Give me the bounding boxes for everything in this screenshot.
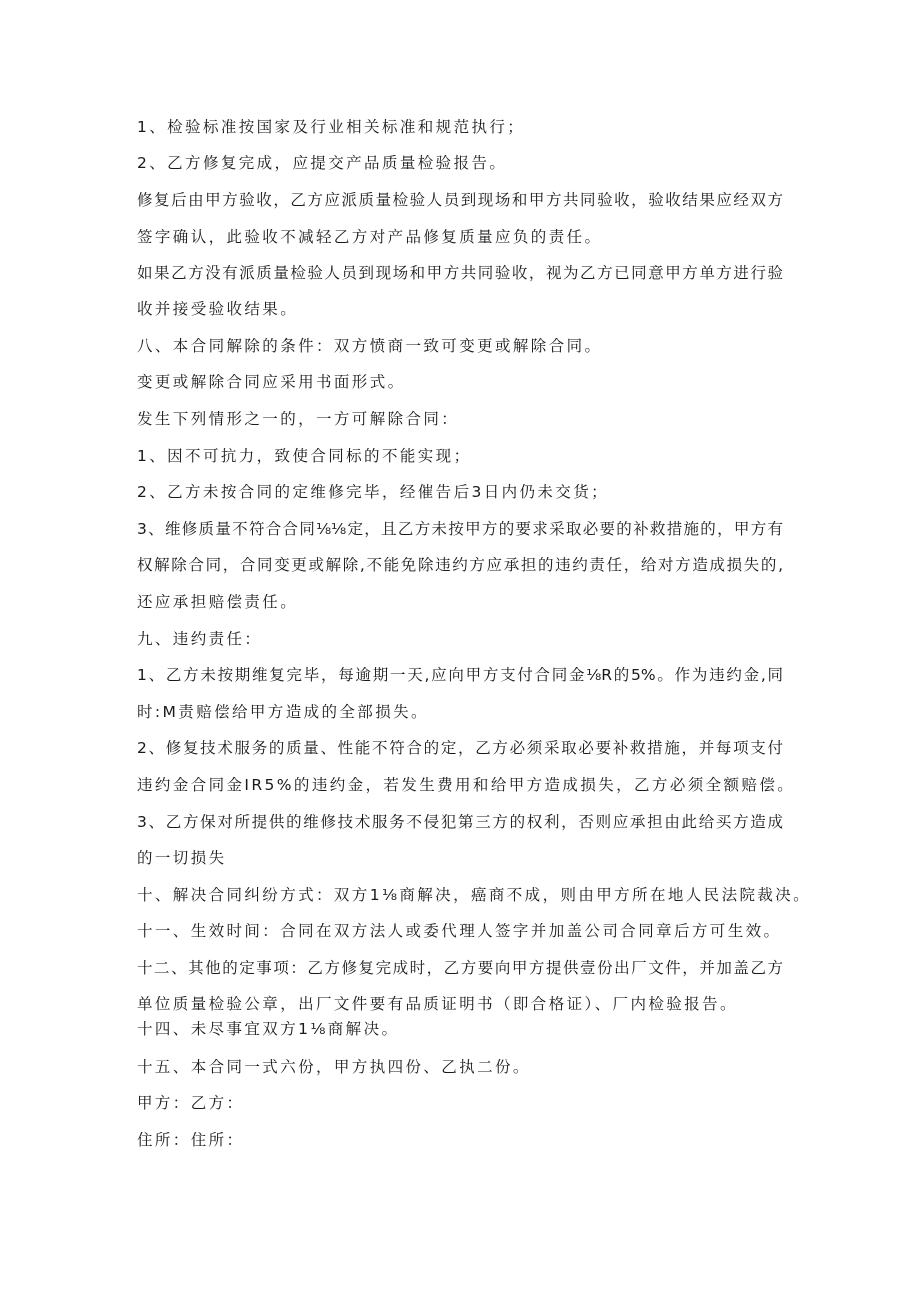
text-line: 还应承担赔偿责任。 [137, 593, 299, 611]
text-line: 如果乙方没有派质量检验人员到现场和甲方共同验收，视为乙方已同意甲方单方进行验 [137, 264, 783, 282]
text-line: 发生下列情形之一的，一方可解除合同： [137, 410, 460, 428]
text-line: 违约金合同金IR5%的违约金，若发生费用和给甲方造成损失，乙方必须全额赔偿。 [137, 776, 796, 794]
text-line: 十四、未尽事宜双方1⅛商解决。 [137, 1020, 400, 1038]
text-line: 2、乙方未按合同的定维修完毕，经催告后3日内仍未交货； [137, 483, 610, 501]
text-line: 时:M责赔偿给甲方造成的全部损失。 [137, 703, 429, 721]
text-line: 3、乙方保对所提供的维修技术服务不侵犯第三方的权利，否则应承担由此给买方造成 [137, 813, 783, 831]
text-line: 修复后由甲方验收，乙方应派质量检验人员到现场和甲方共同验收，验收结果应经双方 [137, 191, 783, 209]
text-line: 3、维修质量不符合合同⅛⅛定，且乙方未按甲方的要求采取必要的补救措施的，甲方有 [137, 520, 783, 538]
text-line: 十、解决合同纠纷方式：双方1⅛商解决，癌商不成，则由甲方所在地人民法院裁决。 [137, 886, 812, 904]
text-line: 签字确认，此验收不减轻乙方对产品修复质量应负的责任。 [137, 228, 603, 246]
text-line: 1、因不可抗力，致使合同标的不能实现； [137, 447, 472, 465]
text-line: 八、本合同解除的条件：双方愤商一致可变更或解除合同。 [137, 337, 603, 355]
text-line: 单位质量检验公章，出厂文件要有品质证明书（即合格证）、厂内检验报告。 [137, 995, 738, 1013]
text-line: 十二、其他的定事项：乙方修复完成时，乙方要向甲方提供壹份出厂文件，并加盖乙方 [137, 959, 783, 977]
text-line: 的一切损失 [137, 849, 227, 867]
text-line: 2、修复技术服务的质量、性能不符合的定，乙方必须采取必要补救措施，并每项支付 [137, 739, 783, 757]
text-line: 1、乙方未按期维复完毕，每逾期一天,应向甲方支付合同金⅛R的5%。作为违约金,同 [137, 666, 783, 684]
text-line: 十一、生效时间：合同在双方法人或委代理人签字并加盖公司合同章后方可生效。 [137, 922, 782, 940]
text-line: 收并接受验收结果。 [137, 300, 299, 318]
text-line: 十五、本合同一式六份，甲方执四份、乙执二份。 [137, 1058, 531, 1076]
text-line: 2、乙方修复完成，应提交产品质量检验报告。 [137, 154, 508, 172]
text-line: 变更或解除合同应采用书面形式。 [137, 373, 406, 391]
text-line: 住所：住所： [137, 1131, 245, 1149]
text-line: 甲方：乙方： [137, 1094, 245, 1112]
text-line: 1、检验标准按国家及行业相关标准和规范执行； [137, 118, 526, 136]
text-line: 九、违约责任： [137, 630, 263, 648]
text-line: 权解除合同，合同变更或解除,不能免除违约方应承担的违约责任，给对方造成损失的, [137, 556, 783, 574]
